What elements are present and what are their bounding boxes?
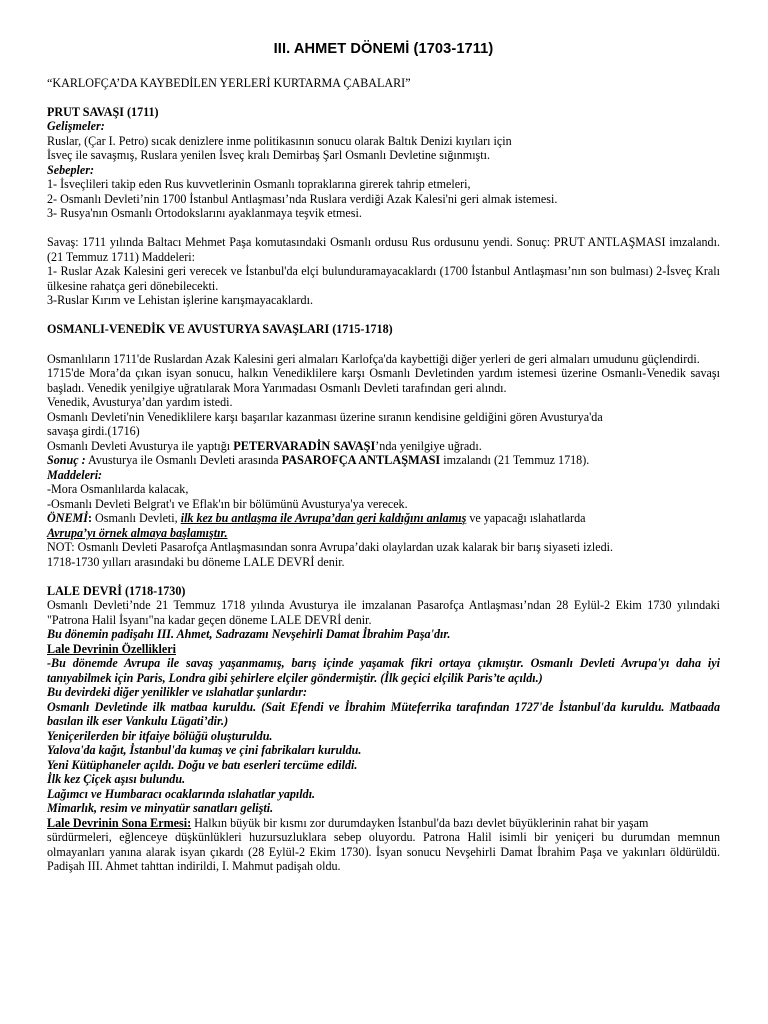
text-run: Avusturya ile Osmanlı Devleti arasında bbox=[85, 453, 282, 467]
label-maddeleri: Maddeleri: bbox=[47, 467, 103, 482]
pasarofca-bold: PASAROFÇA ANTLAŞMASI bbox=[281, 453, 441, 467]
document-subtitle: “KARLOFÇA’DA KAYBEDİLEN YERLERİ KURTARMA ÇABALARI” bbox=[47, 75, 411, 90]
spacer bbox=[47, 308, 720, 323]
madde-item: -Mora Osmanlılarda kalacak, bbox=[47, 482, 189, 496]
yenilik-item: Yeniçerilerden bir itfaiye bölüğü oluşturuldu. bbox=[47, 728, 273, 743]
yenilik-item: Yalova'da kağıt, İstanbul'da kumaş ve çini fabrikaları kuruldu. bbox=[47, 743, 362, 757]
onemi-line bbox=[47, 511, 720, 526]
label-sebepler: Sebepler: bbox=[47, 162, 95, 177]
text-run: ve yapacağı ıslahatlarda bbox=[466, 511, 586, 525]
text-run: imzalandı (21 Temmuz 1718). bbox=[440, 453, 590, 467]
document-page bbox=[47, 42, 720, 874]
gelismeler-line-2: İsveç ile savaşmış, Ruslara yenilen İsveç kralı Demirbaş Şarl Osmanlı Devletine sığınmıştı. bbox=[47, 148, 490, 162]
venedik-line-4b: savaşa girdi.(1716) bbox=[47, 424, 140, 438]
text-run: Halkın büyük bir kısmı zor durumdayken İstanbul'da bazı devlet büyüklerinin rahat bir yaşam bbox=[191, 815, 649, 830]
yenilik-item: Mimarlık, resim ve minyatür sanatları gelişti. bbox=[47, 801, 274, 815]
label-onemi-colon: : bbox=[88, 511, 93, 525]
not-line: NOT: Osmanlı Devleti Pasarofça Antlaşmasından sonra Avrupa’daki olaylardan uzak kalarak bir barış siyaseti izledi. bbox=[47, 540, 614, 554]
label-sona-ermesi: Lale Devrinin Sona Ermesi: bbox=[47, 815, 192, 830]
prut-savas-paragraph: Savaş: 1711 yılında Baltacı Mehmet Paşa komutasındaki Osmanlı ordusu Rus ordusunu yendi. Sonuç: PRUT ANTLAŞMASI imzalandı.(21 Temmuz 1711) Maddeleri: bbox=[47, 235, 720, 264]
onemi-emphasis: ilk kez bu antlaşma ile Avrupa’dan geri kaldığını anlamış bbox=[180, 511, 467, 525]
lale-ozellikler-heading: Lale Devrinin Özellikleri bbox=[47, 641, 176, 656]
prut-madde-1: 1- Ruslar Azak Kalesini geri verecek ve İstanbul'da elçi bulunduramayacaklardı (1700 İstanbul Antlaşması’nın son bulması) 2-İsveç Kralı ülkesine rahatça geri dönebilecekti. bbox=[47, 264, 720, 293]
venedik-paragraph-1: Osmanlıların 1711'de Ruslardan Azak Kalesini geri almaları Karlofça'da kaybettiği diğer yerleri de geri almaları umudunu güçlendirdi. bbox=[47, 351, 700, 366]
text-run: Osmanlı Devleti Avusturya ile yaptığı bbox=[47, 438, 234, 453]
sebep-item: 2- Osmanlı Devleti’nin 1700 İstanbul Antlaşması’nda Ruslara verdiği Azak Kalesi'ni geri almak istemesi. bbox=[47, 191, 558, 206]
label-gelismeler: Gelişmeler: bbox=[47, 119, 105, 133]
sonuc-line bbox=[47, 453, 720, 468]
onemi-line-2: Avrupa’yı örnek almaya başlamıştır. bbox=[47, 525, 228, 540]
yenilik-item: Yeni Kütüphaneler açıldı. Doğu ve batı eserleri tercüme edildi. bbox=[47, 757, 358, 772]
label-onemi: ÖNEMİ bbox=[47, 511, 88, 525]
yenilik-item: İlk kez Çiçek aşısı bulundu. bbox=[47, 772, 186, 786]
sebep-item: 1- İsveçlileri takip eden Rus kuvvetlerinin Osmanlı topraklarına girerek tahrip etmeleri, bbox=[47, 177, 471, 191]
section-heading-venedik: OSMANLI-VENEDİK VE AVUSTURYA SAVAŞLARI (1715-1718) bbox=[47, 322, 393, 336]
sebep-item: 3- Rusya'nın Osmanlı Ortodokslarını ayaklanmaya teşvik etmesi. bbox=[47, 206, 362, 220]
lale-sona-line bbox=[47, 816, 720, 831]
lale-yenilikler-heading: Bu devirdeki diğer yenilikler ve ıslahatlar şunlardır: bbox=[47, 685, 308, 699]
madde-item: -Osmanlı Devleti Belgrat'ı ve Eflak'ın bir bölümünü Avusturya'ya verecek. bbox=[47, 496, 408, 511]
lale-ozellik-1: -Bu dönemde Avrupa ile savaş yaşanmamış, barış içinde yaşamak fikri ortaya çıkmıştır. Osmanlı Devleti Avrupa'yı daha iyi tanıyabilmek için Paris, Londra gibi şehirlere elçiler göndermiştir. (İlk geçici elçilik Paris’te açıldı.) bbox=[47, 656, 720, 685]
lale-intro: Osmanlı Devleti’nde 21 Temmuz 1718 yılında Avusturya ile imzalanan Pasarofça Antlaşması’ndan 28 Eylül-2 Ekim 1730 yılındaki "Patrona Halil İsyanı"na kadar geçen döneme LALE DEVRİ denir. bbox=[47, 598, 720, 627]
section-heading-lale: LALE DEVRİ (1718-1730) bbox=[47, 583, 186, 598]
lale-sona-paragraph: sürdürmeleri, eğlenceye düşkünlükleri huzursuzluklara sebep oluyordu. Patrona Halil isimli bir yeniçeri bu durumdan memnun olmayanları yanına alarak isyan çıkardı (28 Eylül-2 Ekim 1730). İsyan sonucu Nevşehirli Damat İbrahim Paşa ve yakınları öldürüldü. Padişah III. Ahmet tahttan indirildi, I. Mahmut padişah oldu. bbox=[47, 830, 720, 873]
lale-padisah: Bu dönemin padişahı III. Ahmet, Sadrazamı Nevşehirli Damat İbrahim Paşa'dır. bbox=[47, 627, 451, 641]
venedik-paragraph-2: 1715'de Mora’da çıkan isyan sonucu, halkın Venediklilere karşı Osmanlı Devletinden yardım istemesi üzerine Osmanlı-Venedik savaşı başladı. Venedik yenilgiye uğratılarak Mora Yarımadası Osmanlı Devleti tarafından geri alındı. bbox=[47, 366, 720, 395]
text-run: Osmanlı Devleti, bbox=[92, 511, 181, 525]
page-title: III. AHMET DÖNEMİ (1703-1711) bbox=[273, 41, 494, 57]
not-line-2: 1718-1730 yılları arasındaki bu döneme LALE DEVRİ denir. bbox=[47, 554, 345, 569]
spacer bbox=[47, 569, 720, 584]
label-sonuc: Sonuç : bbox=[47, 453, 86, 467]
spacer bbox=[47, 90, 720, 105]
spacer bbox=[47, 221, 720, 236]
spacer bbox=[47, 337, 720, 352]
venedik-line-4a: Osmanlı Devleti'nin Venediklilere karşı başarılar kazanması üzerine sıranın kendisine geldiğini gören Avusturya'da bbox=[47, 409, 603, 424]
section-heading-prut: PRUT SAVAŞI (1711) bbox=[47, 104, 159, 119]
gelismeler-line-1: Ruslar, (Çar I. Petro) sıcak denizlere inme politikasının sonucu olarak Baltık Denizi kıyıları için bbox=[47, 133, 512, 148]
petervaradin-line bbox=[47, 439, 720, 454]
lale-matbaa: Osmanlı Devletinde ilk matbaa kuruldu. (Sait Efendi ve İbrahim Müteferrika tarafından 1727'de İstanbul'da kuruldu. Matbaada basılan ilk eser Vankulu Lügati’dir.) bbox=[47, 699, 720, 728]
text-run: ’nda yenilgiye uğradı. bbox=[375, 438, 482, 453]
petervaradin-bold: PETERVARADİN SAVAŞI bbox=[233, 438, 376, 453]
yenilik-item: Lağımcı ve Humbaracı ocaklarında ıslahatlar yapıldı. bbox=[47, 786, 316, 801]
venedik-line-3: Venedik, Avusturya’dan yardım istedi. bbox=[47, 395, 233, 409]
prut-madde-3: 3-Ruslar Kırım ve Lehistan işlerine karışmayacaklardı. bbox=[47, 293, 313, 307]
